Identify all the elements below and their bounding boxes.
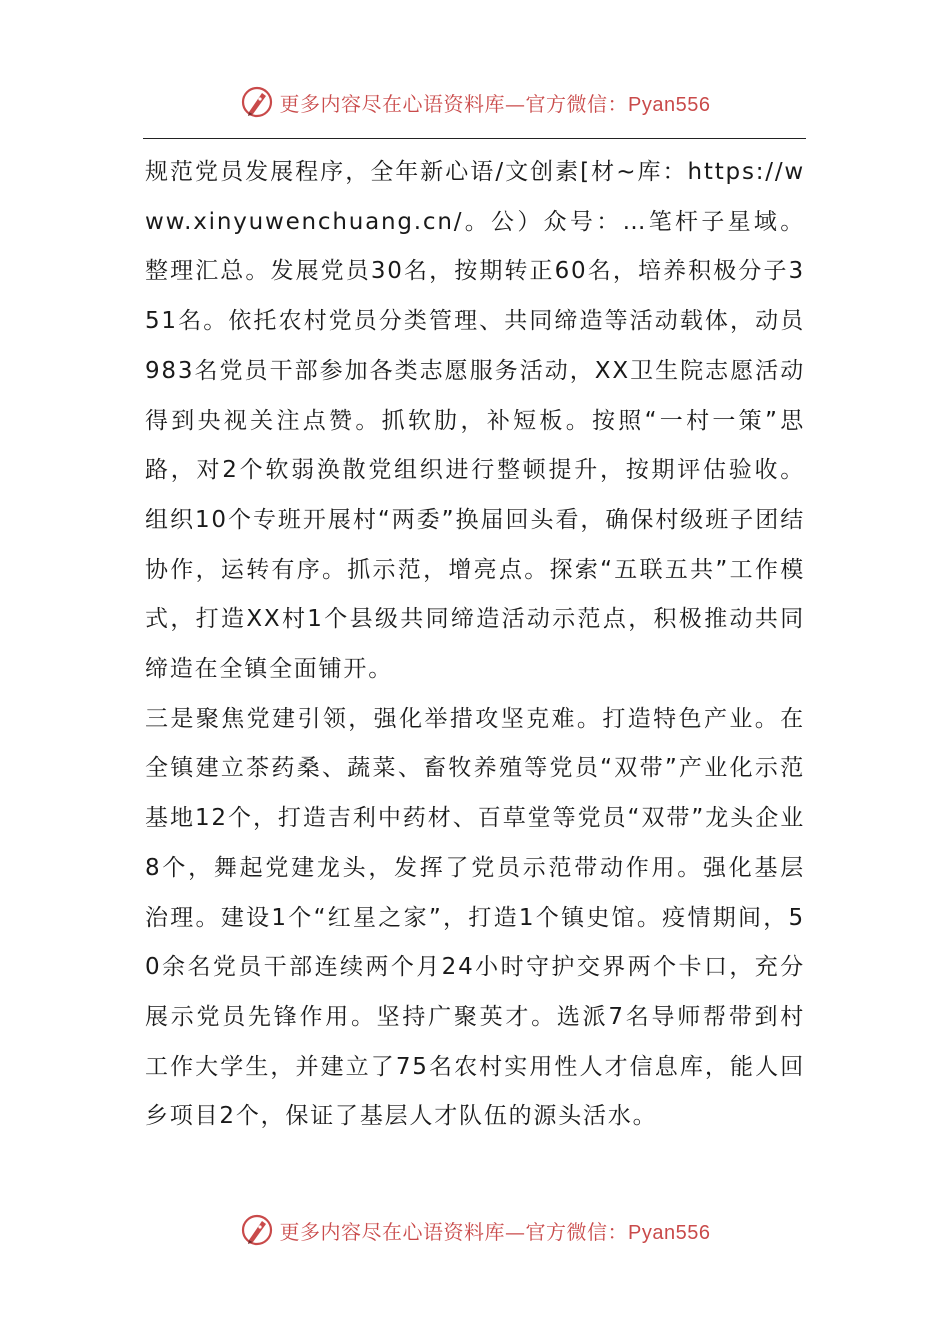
pen-logo-icon	[240, 85, 274, 119]
pen-logo-icon	[240, 1213, 274, 1247]
watermark-text: 更多内容尽在心语资料库—官方微信：	[279, 91, 629, 116]
header-divider	[143, 138, 806, 139]
document-body	[145, 148, 805, 1142]
header-watermark	[0, 84, 950, 120]
paragraph-1: 规范党员发展程序，全年新心语/文创素[材~库：https://www.xinyuwenchuang.cn/。公）众号：…笔杆子星域。整理汇总。发展党员30名，按期转正60名，培养积极分子351名。依托农村党员分类管理、共同缔造等活动载体，动员983名党员干部参加各类志愿服务活动，XX卫生院志愿活动得到央视关注点赞。抓软肋，补短板。按照“一村一策”思路，对2个软弱涣散党组织进行整顿提升，按期评估验收。组织10个专班开展村“两委”换届回头看，确保村级班子团结协作，运转有序。抓示范，增亮点。探索“五联五共”工作模式，打造XX村1个县级共同缔造活动示范点，积极推动共同缔造在全镇全面铺开。	[145, 159, 805, 683]
watermark-text: 更多内容尽在心语资料库—官方微信：	[279, 1219, 629, 1244]
footer-watermark	[0, 1212, 950, 1248]
wechat-id: Pyan556	[628, 93, 711, 116]
paragraph-2: 三是聚焦党建引领，强化举措攻坚克难。打造特色产业。在全镇建立茶药桑、蔬菜、畜牧养殖等党员“双带”产业化示范基地12个，打造吉利中药材、百草堂等党员“双带”龙头企业8个，舞起党建龙头，发挥了党员示范带动作用。强化基层治理。建设1个“红星之家”，打造1个镇史馆。疫情期间，50余名党员干部连续两个月24小时守护交界两个卡口，充分展示党员先锋作用。坚持广聚英才。选派7名导师帮带到村工作大学生，并建立了75名农村实用性人才信息库，能人回乡项目2个，保证了基层人才队伍的源头活水。	[145, 705, 805, 1130]
wechat-id: Pyan556	[628, 1221, 711, 1244]
